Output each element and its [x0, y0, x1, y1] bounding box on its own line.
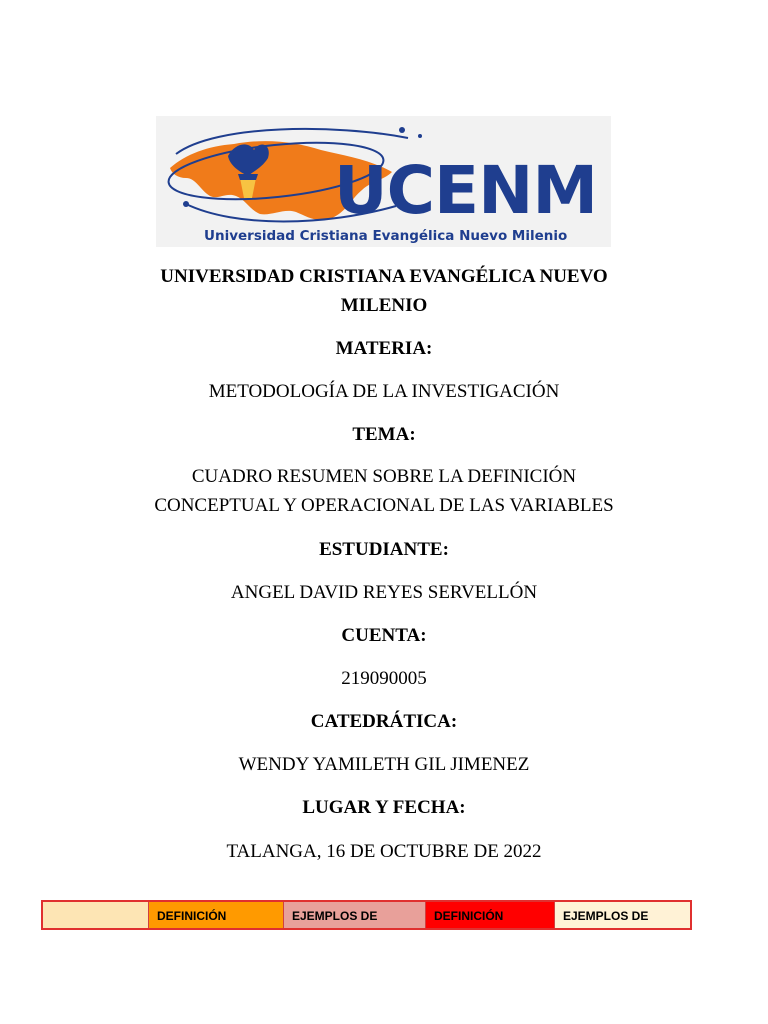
- university-name-line-2: MILENIO: [340, 295, 428, 316]
- table-header-cell-ejemplos-2: EJEMPLOS DE: [555, 902, 690, 928]
- estudiante-label: ESTUDIANTE:: [319, 539, 449, 560]
- estudiante-value: ANGEL DAVID REYES SERVELLÓN: [230, 582, 538, 603]
- logo-subtitle: Universidad Cristiana Evangélica Nuevo Milenio: [204, 228, 568, 244]
- lugar-fecha-value: TALANGA, 16 DE OCTUBRE DE 2022: [226, 841, 542, 862]
- materia-label: MATERIA:: [335, 338, 433, 359]
- university-name-line-1: UNIVERSIDAD CRISTIANA EVANGÉLICA NUEVO: [160, 266, 608, 287]
- table-header-cell-definicion-2: DEFINICIÓN: [426, 902, 555, 928]
- table-header-cell-ejemplos-1: EJEMPLOS DE: [284, 902, 426, 928]
- tema-label: TEMA:: [352, 424, 416, 445]
- cuenta-label: CUENTA:: [341, 625, 427, 646]
- logo-name: UCENM: [334, 152, 598, 229]
- materia-value: METODOLOGÍA DE LA INVESTIGACIÓN: [208, 381, 560, 402]
- tema-value-line-2: CONCEPTUAL Y OPERACIONAL DE LAS VARIABLES: [154, 495, 614, 516]
- cuenta-value: 219090005: [341, 668, 427, 689]
- tema-value-line-1: CUADRO RESUMEN SOBRE LA DEFINICIÓN: [191, 466, 577, 487]
- summary-table-header: [41, 900, 692, 930]
- university-logo: [156, 116, 611, 247]
- lugar-fecha-label: LUGAR Y FECHA:: [302, 797, 466, 818]
- catedratica-value: WENDY YAMILETH GIL JIMENEZ: [238, 754, 530, 775]
- table-header-cell-definicion-1: DEFINICIÓN: [149, 902, 284, 928]
- catedratica-label: CATEDRÁTICA:: [310, 711, 458, 732]
- table-header-cell-empty: [43, 902, 149, 928]
